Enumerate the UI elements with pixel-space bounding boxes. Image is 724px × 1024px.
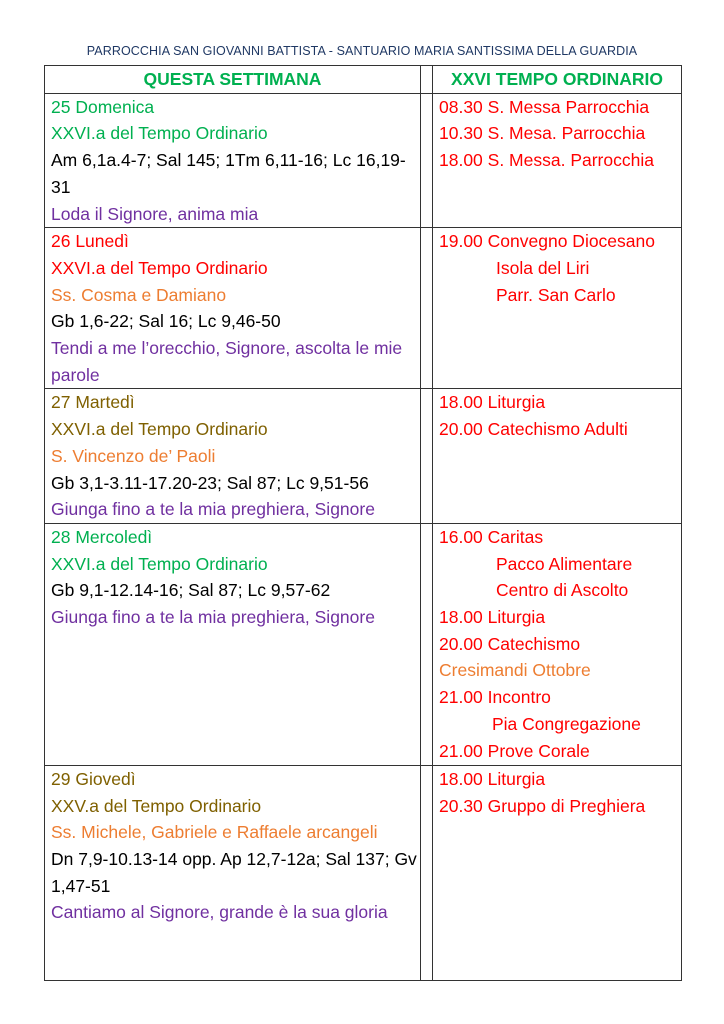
event-item: 18.00 Liturgia — [439, 392, 546, 413]
readings: Am 6,1a.4-7; Sal 145; 1Tm 6,11-16; Lc 16,19-31 — [51, 150, 406, 197]
psalm: Giunga fino a te la mia preghiera, Signore — [51, 499, 375, 520]
event-item: 19.00 Convegno Diocesano — [439, 231, 655, 252]
event-item: 10.30 S. Mesa. Parrocchia — [439, 123, 646, 144]
spacer-cell — [421, 228, 433, 389]
psalm: Loda il Signore, anima mia — [51, 203, 259, 224]
event-item: 21.00 Incontro — [439, 687, 551, 708]
day-info-cell — [45, 228, 421, 389]
spacer-cell — [421, 765, 433, 980]
spacer-cell — [421, 93, 433, 228]
event-item: 18.00 S. Messa. Parrocchia — [439, 150, 654, 171]
table-row — [45, 228, 682, 389]
liturgical-week: XXVI.a del Tempo Ordinario — [51, 123, 268, 144]
spacer-cell — [421, 66, 433, 94]
event-item: 20.00 Catechismo — [439, 633, 581, 654]
table-row — [45, 389, 682, 524]
day-label: 29 Giovedì — [51, 768, 136, 789]
psalm: Tendi a me l’orecchio, Signore, ascolta le mie parole — [51, 338, 403, 385]
liturgical-week: XXVI.a del Tempo Ordinario — [51, 419, 268, 440]
day-label: 27 Martedì — [51, 392, 135, 413]
readings: Gb 3,1-3.11-17.20-23; Sal 87; Lc 9,51-56 — [51, 472, 369, 493]
day-info-cell — [45, 765, 421, 980]
event-item: Parr. San Carlo — [496, 284, 616, 305]
saint: Ss. Michele, Gabriele e Raffaele arcangeli — [51, 822, 378, 843]
day-label: 26 Lunedì — [51, 231, 129, 252]
weekly-schedule-table — [44, 65, 682, 981]
day-label: 25 Domenica — [51, 96, 155, 117]
events-cell — [433, 389, 682, 524]
liturgical-week: XXVI.a del Tempo Ordinario — [51, 553, 268, 574]
event-item: Isola del Liri — [496, 257, 590, 278]
spacer-cell — [421, 389, 433, 524]
liturgical-week: XXV.a del Tempo Ordinario — [51, 795, 262, 816]
event-item: Pia Congregazione — [492, 713, 641, 734]
event-item: Cresimandi Ottobre — [439, 660, 591, 681]
readings: Dn 7,9-10.13-14 opp. Ap 12,7-12a; Sal 137; Gv 1,47-51 — [51, 849, 417, 896]
events-cell — [433, 93, 682, 228]
psalm: Cantiamo al Signore, grande è la sua gloria — [51, 902, 388, 923]
event-item: 18.00 Liturgia — [439, 607, 546, 628]
page-header: PARROCCHIA SAN GIOVANNI BATTISTA - SANTUARIO MARIA SANTISSIMA DELLA GUARDIA — [86, 44, 638, 58]
table-row — [45, 93, 682, 228]
col-title-liturgical-week: XXVI TEMPO ORDINARIO — [433, 66, 682, 94]
event-item: 16.00 Caritas — [439, 526, 544, 547]
readings: Gb 9,1-12.14-16; Sal 87; Lc 9,57-62 — [51, 580, 331, 601]
event-item: 20.00 Catechismo Adulti — [439, 419, 628, 440]
col-title-this-week: QUESTA SETTIMANA — [45, 66, 421, 94]
day-label: 28 Mercoledì — [51, 526, 153, 547]
event-item: 08.30 S. Messa Parrocchia — [439, 96, 650, 117]
liturgical-week: XXVI.a del Tempo Ordinario — [51, 257, 268, 278]
day-info-cell — [45, 93, 421, 228]
readings: Gb 1,6-22; Sal 16; Lc 9,46-50 — [51, 311, 281, 332]
psalm: Giunga fino a te la mia preghiera, Signore — [51, 607, 375, 628]
event-item: Pacco Alimentare — [496, 553, 633, 574]
table-row — [45, 523, 682, 765]
events-cell — [433, 765, 682, 980]
saint: S. Vincenzo de’ Paoli — [51, 445, 216, 466]
event-item: 20.30 Gruppo di Preghiera — [439, 795, 646, 816]
event-item: 21.00 Prove Corale — [439, 740, 590, 761]
saint: Ss. Cosma e Damiano — [51, 284, 227, 305]
table-row — [45, 765, 682, 980]
day-info-cell — [45, 389, 421, 524]
event-item: Centro di Ascolto — [496, 580, 629, 601]
day-info-cell — [45, 523, 421, 765]
events-cell — [433, 523, 682, 765]
table-header-row — [45, 66, 682, 94]
spacer-cell — [421, 523, 433, 765]
events-cell — [433, 228, 682, 389]
event-item: 18.00 Liturgia — [439, 768, 546, 789]
